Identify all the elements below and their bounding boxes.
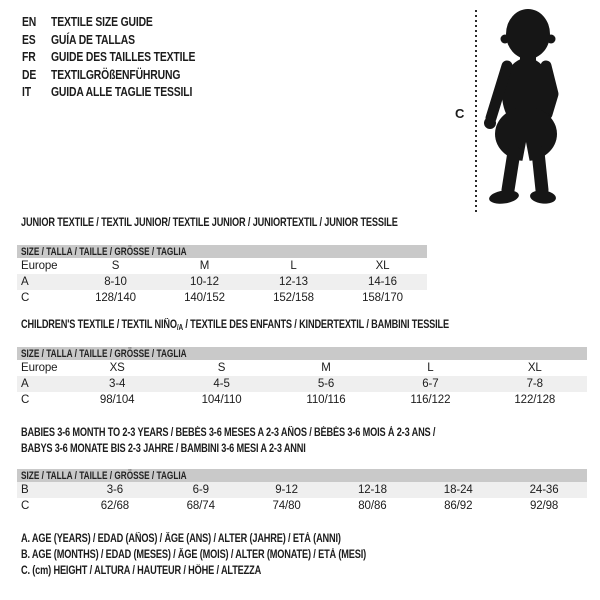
size-cell: M — [199, 260, 210, 272]
lang-item-it — [22, 83, 231, 101]
junior-size-table — [17, 245, 427, 306]
size-cell: 6-7 — [422, 378, 439, 390]
size-cell: XS — [109, 362, 125, 374]
size-cell: S — [111, 260, 120, 272]
size-cell: 80/86 — [358, 500, 387, 512]
lang-item-fr — [22, 48, 231, 66]
row-label: B — [21, 484, 29, 496]
size-cell: 158/170 — [362, 292, 403, 304]
size-cell: 24-36 — [529, 484, 559, 496]
size-cell: 3-6 — [106, 484, 124, 496]
size-header-bar: SIZE / TALLA / TAILLE / GRÖSSE / TAGLIA — [17, 347, 587, 360]
size-cell: 110/116 — [306, 394, 346, 406]
size-cell: 10-12 — [190, 276, 219, 288]
size-cell: 74/80 — [272, 500, 301, 512]
lang-label: GUIDA ALLE TAGLIE TESSILI — [51, 84, 193, 100]
section-title-babies: BABIES 3-6 MONTH TO 2-3 YEARS / BEBÉS 3-6 MESES A 2-3 AÑOS / BÉBÉS 3-6 MOIS À 2-3 ANS / BABYS 3-6 MONATE BIS 2-3 JAHRE / BAMBINI 3-6 MESI A 2-3 ANNI — [21, 427, 436, 455]
size-cell: 68/74 — [186, 500, 215, 512]
size-cell: 116/122 — [410, 394, 451, 406]
size-cell: L — [427, 362, 434, 374]
row-label: A — [21, 378, 29, 390]
row-label: C — [21, 394, 30, 406]
size-cell: 98/104 — [99, 394, 135, 406]
size-header-bar: SIZE / TALLA / TAILLE / GRÖSSE / TAGLIA — [17, 469, 587, 482]
size-cell: 140/152 — [184, 292, 225, 304]
lang-item-es — [22, 31, 231, 49]
size-cell: M — [321, 362, 331, 374]
size-cell: 12-18 — [357, 484, 387, 496]
height-measure-line — [475, 10, 477, 213]
row-label: C — [21, 292, 30, 304]
lang-label: GUÍA DE TALLAS — [51, 31, 135, 47]
size-cell: L — [290, 260, 297, 272]
legend-line-c: C. (cm) HEIGHT / ALTURA / HAUTEUR / HÖHE / ALTEZZA — [21, 565, 262, 577]
height-measure-label: C — [455, 106, 465, 121]
lang-code: FR — [22, 49, 36, 65]
lang-label: TEXTILE SIZE GUIDE — [51, 14, 153, 30]
lang-code: EN — [22, 14, 37, 30]
size-cell: 92/98 — [529, 500, 559, 512]
size-cell: 4-5 — [213, 378, 230, 390]
legend-line-a: A. AGE (YEARS) / EDAD (AÑOS) / ÂGE (ANS) / ALTER (JAHRE) / ETÀ (ANNI) — [21, 533, 341, 545]
size-cell: 62/68 — [100, 500, 130, 512]
table-row — [17, 482, 587, 498]
table-row — [17, 392, 587, 408]
size-cell: XL — [527, 362, 542, 374]
lang-code: IT — [22, 84, 31, 100]
section-title-children: CHILDREN'S TEXTILE / TEXTIL NIÑO/A / TEXTILE DES ENFANTS / KINDERTEXTIL / BAMBINI TESSILE — [21, 319, 449, 332]
row-label: Europe — [21, 260, 58, 272]
legend-line-b: B. AGE (MONTHS) / EDAD (MESES) / ÂGE (MOIS) / ALTER (MONATE) / ETÀ (MESI) — [21, 549, 367, 561]
size-cell: 18-24 — [443, 484, 473, 496]
lang-code: DE — [22, 66, 37, 82]
size-cell: 3-4 — [109, 378, 126, 390]
size-cell: 86/92 — [444, 500, 473, 512]
size-cell: 7-8 — [526, 378, 543, 390]
size-cell: 122/128 — [514, 394, 556, 406]
children-size-table — [17, 347, 587, 408]
table-row — [17, 274, 427, 290]
section-title-junior: JUNIOR TEXTILE / TEXTIL JUNIOR/ TEXTILE JUNIOR / JUNIORTEXTIL / JUNIOR TESSILE — [21, 217, 398, 229]
size-cell: XL — [375, 260, 390, 272]
table-row — [17, 498, 587, 514]
lang-label: GUIDE DES TAILLES TEXTILE — [51, 49, 196, 65]
row-label: Europe — [21, 362, 58, 374]
size-cell: 152/158 — [273, 292, 314, 304]
babies-size-table — [17, 469, 587, 514]
size-cell: 6-9 — [192, 484, 209, 496]
nino-suffix-sub: /A — [176, 323, 183, 332]
size-cell: 12-13 — [279, 276, 308, 288]
lang-label: TEXTILGRÖßENFÜHRUNG — [51, 66, 181, 82]
row-label: A — [21, 276, 29, 288]
lang-item-de — [22, 66, 231, 84]
lang-code: ES — [22, 31, 36, 47]
measure-legend — [21, 531, 452, 579]
table-row — [17, 376, 587, 392]
language-list — [22, 13, 231, 101]
row-label: C — [21, 500, 30, 512]
size-cell: 104/110 — [201, 394, 242, 406]
table-row — [17, 290, 427, 306]
size-header-bar: SIZE / TALLA / TAILLE / GRÖSSE / TAGLIA — [17, 245, 427, 258]
table-row — [17, 258, 427, 274]
size-cell: 8-10 — [104, 276, 127, 288]
table-row — [17, 360, 587, 376]
baby-silhouette-icon — [482, 6, 574, 208]
lang-item-en — [22, 13, 231, 31]
size-cell: 9-12 — [275, 484, 298, 496]
size-cell: 5-6 — [317, 378, 335, 390]
size-cell: 128/140 — [95, 292, 136, 304]
size-cell: S — [217, 362, 226, 374]
size-cell: 14-16 — [368, 276, 397, 288]
